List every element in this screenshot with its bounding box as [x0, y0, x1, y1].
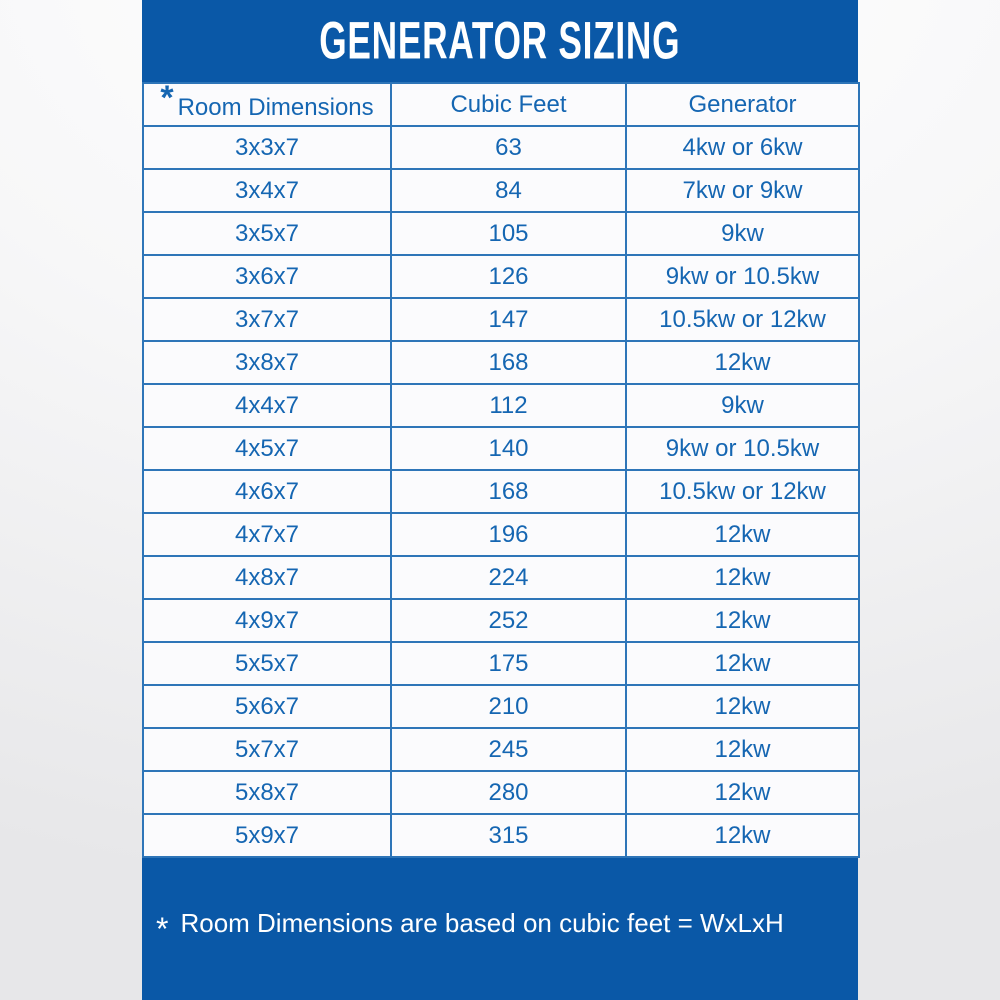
room-dimensions-cell: 5x7x7 [143, 728, 391, 771]
cubic-feet-cell: 245 [391, 728, 626, 771]
room-dimensions-cell: 4x7x7 [143, 513, 391, 556]
table-row [143, 470, 859, 513]
cubic-feet-cell: 175 [391, 642, 626, 685]
table-row [143, 384, 859, 427]
table-row [143, 513, 859, 556]
cubic-feet-cell: 315 [391, 814, 626, 857]
generator-cell: 12kw [626, 513, 859, 556]
header-row [143, 83, 859, 126]
table-row [143, 685, 859, 728]
room-dimensions-cell: 5x9x7 [143, 814, 391, 857]
generator-cell: 9kw [626, 212, 859, 255]
generator-cell: 12kw [626, 642, 859, 685]
table-row [143, 556, 859, 599]
generator-cell: 12kw [626, 341, 859, 384]
table-row [143, 169, 859, 212]
table-row [143, 341, 859, 384]
generator-sizing-table [142, 79, 860, 858]
room-dimensions-cell: 5x8x7 [143, 771, 391, 814]
asterisk-icon: * [160, 79, 174, 117]
footnote-text: Room Dimensions are based on cubic feet = WxLxH [180, 907, 784, 938]
room-dimensions-cell: 5x6x7 [143, 685, 391, 728]
footnote [156, 905, 784, 947]
room-dimensions-cell: 4x6x7 [143, 470, 391, 513]
generator-cell: 12kw [626, 599, 859, 642]
cubic-feet-cell: 210 [391, 685, 626, 728]
generator-cell: 12kw [626, 771, 859, 814]
title-band [142, 0, 858, 82]
header-generator: Generator [626, 83, 859, 126]
generator-cell: 10.5kw or 12kw [626, 470, 859, 513]
footer-band [142, 858, 858, 1000]
cubic-feet-cell: 168 [391, 470, 626, 513]
cubic-feet-cell: 224 [391, 556, 626, 599]
room-dimensions-cell: 4x9x7 [143, 599, 391, 642]
generator-cell: 9kw or 10.5kw [626, 255, 859, 298]
room-dimensions-cell: 3x5x7 [143, 212, 391, 255]
table-row [143, 126, 859, 169]
header-cubic-feet: Cubic Feet [391, 83, 626, 126]
table-row [143, 599, 859, 642]
cubic-feet-cell: 252 [391, 599, 626, 642]
room-dimensions-cell: 4x4x7 [143, 384, 391, 427]
cubic-feet-cell: 196 [391, 513, 626, 556]
cubic-feet-cell: 126 [391, 255, 626, 298]
table-row [143, 814, 859, 857]
cubic-feet-cell: 105 [391, 212, 626, 255]
table-row [143, 728, 859, 771]
table-body [143, 126, 859, 857]
generator-cell: 10.5kw or 12kw [626, 298, 859, 341]
room-dimensions-cell: 3x3x7 [143, 126, 391, 169]
room-dimensions-cell: 3x7x7 [143, 298, 391, 341]
room-dimensions-cell: 3x4x7 [143, 169, 391, 212]
generator-cell: 12kw [626, 728, 859, 771]
cubic-feet-cell: 147 [391, 298, 626, 341]
generator-cell: 12kw [626, 685, 859, 728]
room-dimensions-cell: 3x8x7 [143, 341, 391, 384]
generator-cell: 12kw [626, 814, 859, 857]
cubic-feet-cell: 112 [391, 384, 626, 427]
table-row [143, 212, 859, 255]
table-row [143, 427, 859, 470]
generator-cell: 9kw [626, 384, 859, 427]
cubic-feet-cell: 280 [391, 771, 626, 814]
table-row [143, 298, 859, 341]
generator-cell: 12kw [626, 556, 859, 599]
page-title: GENERATOR SIZING [319, 11, 681, 71]
cubic-feet-cell: 140 [391, 427, 626, 470]
table-header [143, 79, 859, 126]
cubic-feet-cell: 168 [391, 341, 626, 384]
cubic-feet-cell: 63 [391, 126, 626, 169]
room-dimensions-cell: 4x5x7 [143, 427, 391, 470]
table-row [143, 255, 859, 298]
room-dimensions-cell: 3x6x7 [143, 255, 391, 298]
generator-sizing-panel [142, 0, 858, 1000]
room-dimensions-cell: 5x5x7 [143, 642, 391, 685]
header-room-dimensions [143, 79, 391, 126]
generator-cell: 9kw or 10.5kw [626, 427, 859, 470]
asterisk-icon: * [156, 910, 169, 947]
generator-cell: 4kw or 6kw [626, 126, 859, 169]
cubic-feet-cell: 84 [391, 169, 626, 212]
room-dimensions-cell: 4x8x7 [143, 556, 391, 599]
generator-cell: 7kw or 9kw [626, 169, 859, 212]
header-room-dimensions-label: Room Dimensions [177, 94, 374, 121]
table-row [143, 642, 859, 685]
table-row [143, 771, 859, 814]
